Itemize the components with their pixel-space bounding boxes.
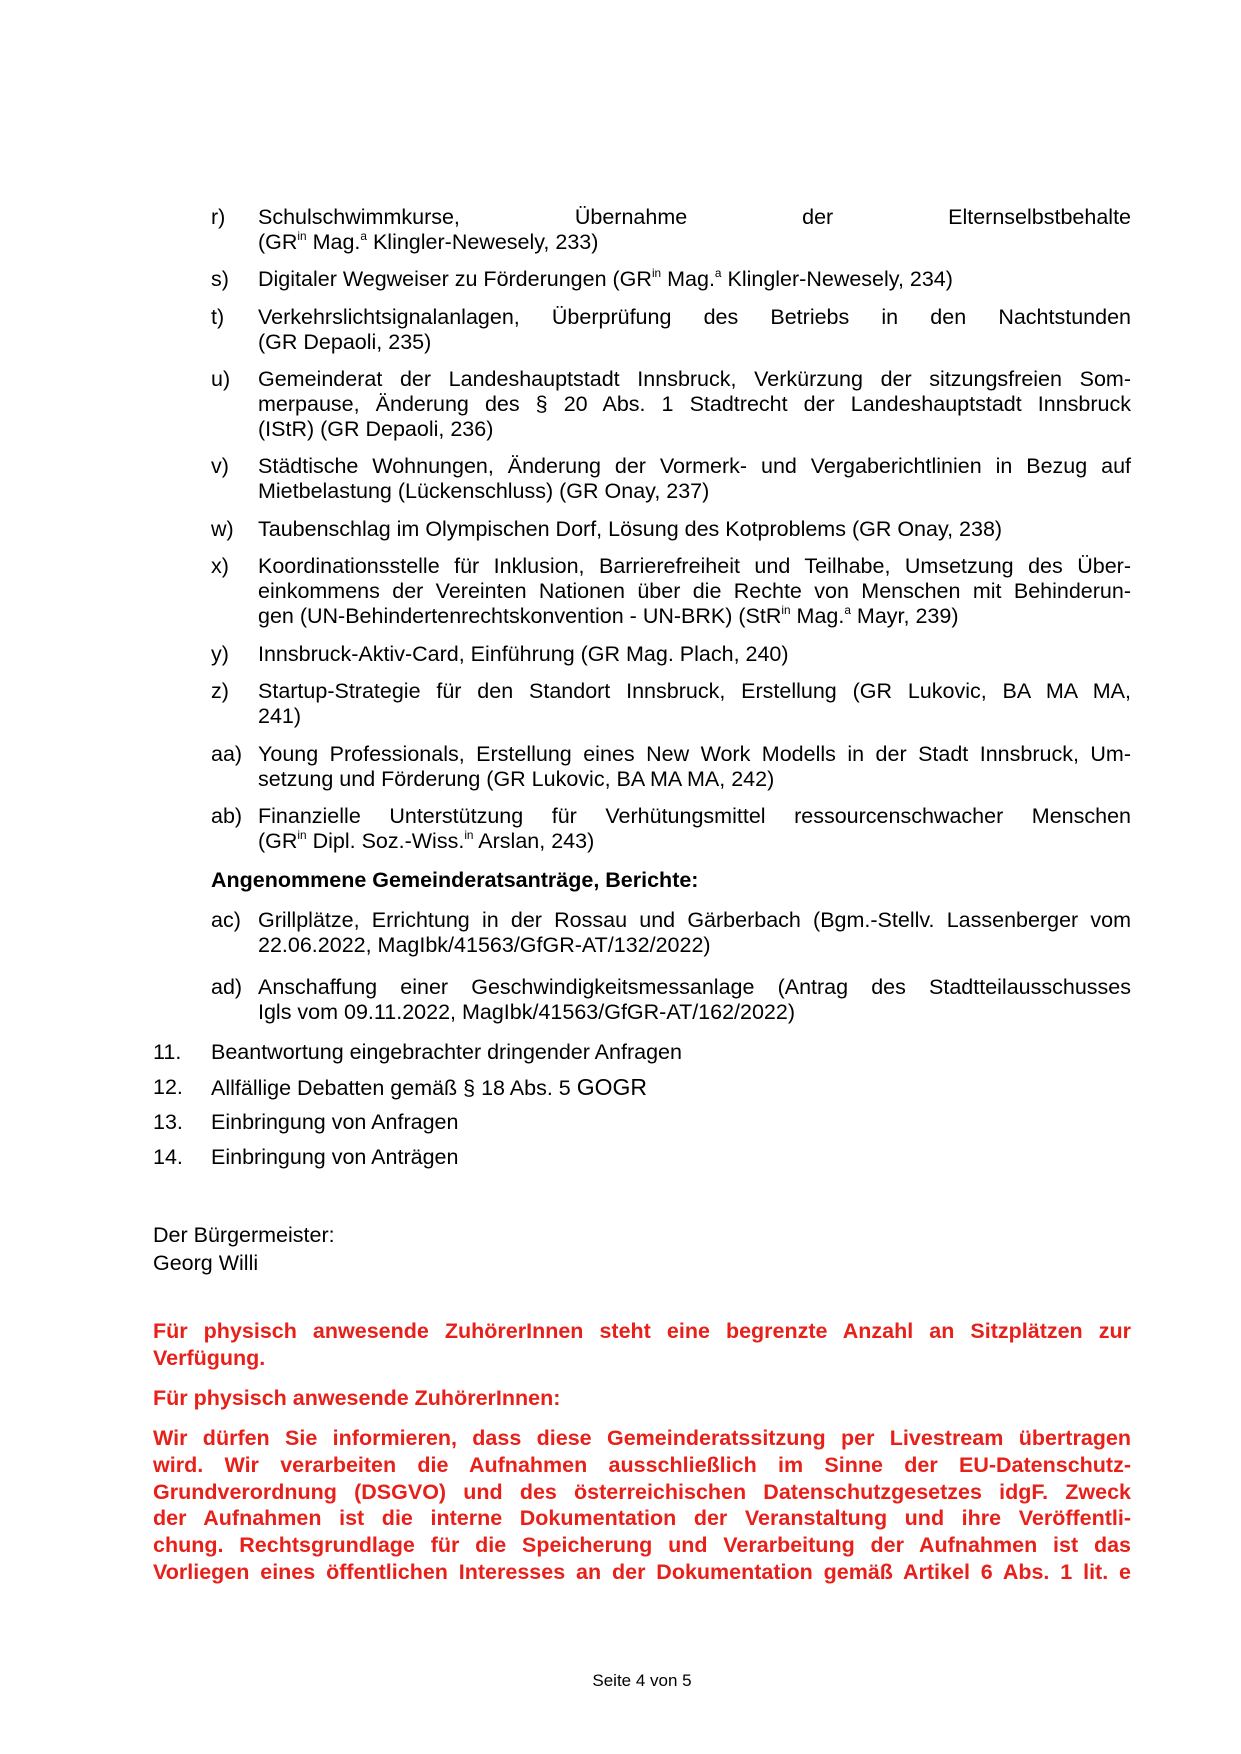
sub-item-line <box>258 305 1131 330</box>
text-run: Klingler-Newesely, 233) <box>366 230 599 254</box>
text-run: Mag. <box>790 604 845 628</box>
text-run: 241) <box>258 704 302 728</box>
text-run: Städtische Wohnungen, Änderung der Vormerk- und Vergaberichtlinien in Bezug auf <box>258 454 1131 478</box>
sub-item-line <box>258 975 1131 1000</box>
superscript: in <box>651 266 662 281</box>
main-item-text <box>211 1040 682 1065</box>
sub-item-label: s) <box>211 267 229 291</box>
notice-seating <box>153 1318 1131 1372</box>
sub-item-text <box>258 642 1131 667</box>
sub-item-text <box>258 517 1131 542</box>
section-heading: Angenommene Gemeinderatsanträge, Berichte: <box>211 868 699 892</box>
sub-item-label: ac) <box>211 908 241 932</box>
sub-item-line <box>258 392 1131 417</box>
text-run: Grillplätze, Errichtung in der Rossau und Gärberbach (Bgm.-Stellv. Lassenberger vom <box>258 908 1131 932</box>
notice-line: Für physisch anwesende ZuhörerInnen steht eine begrenzte Anzahl an Sitzplätzen zur <box>153 1319 1131 1343</box>
sub-item-line <box>258 230 1131 255</box>
sub-item-line <box>258 604 1131 629</box>
signature-role: Der Bürgermeister: <box>153 1223 335 1247</box>
superscript: in <box>464 828 474 843</box>
sub-item-text <box>258 742 1131 792</box>
sub-item-text <box>258 367 1131 442</box>
notice-line: Verfügung. <box>153 1345 266 1370</box>
text-run: Einbringung von Anträgen <box>211 1145 459 1169</box>
text-run: Igls vom 09.11.2022, MagIbk/41563/GfGR-AT/162/2022) <box>258 1000 796 1024</box>
superscript: in <box>297 828 307 843</box>
notice-line: chung. Rechtsgrundlage für die Speicherung und Verarbeitung der Aufnahmen ist das <box>153 1533 1131 1558</box>
text-run: Gemeinderat der Landeshauptstadt Innsbruck, Verkürzung der sitzungsfreien Som- <box>258 367 1131 391</box>
text-run: Digitaler Wegweiser zu Förderungen (GR <box>258 267 652 291</box>
main-item-text <box>211 1110 458 1135</box>
notice-line: der Aufnahmen ist die interne Dokumentation der Veranstaltung und ihre Veröffentli- <box>153 1506 1131 1531</box>
sub-item-text <box>258 454 1131 504</box>
text-run: merpause, Änderung des § 20 Abs. 1 Stadtrecht der Landeshauptstadt Innsbruck <box>258 392 1131 416</box>
notice-line: Wir dürfen Sie informieren, dass diese Gemeinderatssitzung per Livestream übertragen <box>153 1426 1131 1450</box>
text-run: (IStR) (GR Depaoli, 236) <box>258 417 494 441</box>
text-run: Mag. <box>661 267 715 291</box>
sub-item-text <box>258 205 1131 255</box>
notice-line: wird. Wir verarbeiten die Aufnahmen ausschließlich im Sinne der EU-Datenschutz- <box>153 1452 1131 1477</box>
sub-item-label: aa) <box>211 742 243 766</box>
text-run: Beantwortung eingebrachter dringender Anfragen <box>211 1040 682 1064</box>
main-item-number: 14. <box>153 1145 183 1169</box>
main-item-number: 13. <box>153 1110 183 1134</box>
sub-item-label: r) <box>211 205 226 229</box>
sub-item-line <box>258 829 1131 854</box>
sub-item-line <box>258 517 1131 542</box>
sub-item-line <box>258 579 1131 604</box>
sub-item-line <box>258 804 1131 829</box>
sub-item-label: y) <box>211 642 229 666</box>
sub-item-text <box>258 975 1131 1025</box>
text-run: GOGR <box>576 1074 648 1100</box>
sub-item-label: u) <box>211 367 231 391</box>
text-run: Koordinationsstelle für Inklusion, Barrierefreiheit und Teilhabe, Umsetzung des Über- <box>258 554 1131 578</box>
text-run: Schulschwimmkurse, Übernahme der Elternselbstbehalte <box>258 205 1131 229</box>
sub-item-line <box>258 767 1131 792</box>
text-run: Anschaffung einer Geschwindigkeitsmessanlage (Antrag des Stadtteilausschusses <box>258 975 1131 999</box>
text-run: Verkehrslichtsignalanlagen, Überprüfung des Betriebs in den Nachtstunden <box>258 305 1131 329</box>
sub-item-line <box>258 267 1131 292</box>
text-run: Mietbelastung (Lückenschluss) (GR Onay, 237) <box>258 479 710 503</box>
sub-item-text <box>258 554 1131 629</box>
text-run: (GR <box>258 230 298 254</box>
text-run: Mayr, 239) <box>850 604 959 628</box>
text-run: Taubenschlag im Olympischen Dorf, Lösung des Kotproblems (GR Onay, 238) <box>258 517 1003 541</box>
sub-item-label: w) <box>211 517 234 541</box>
sub-item-line <box>258 205 1131 230</box>
page-number: Seite 4 von 5 <box>592 1671 692 1690</box>
sub-item-line <box>258 642 1131 667</box>
sub-item-label: t) <box>211 305 225 329</box>
sub-item-text <box>258 305 1131 355</box>
text-run: 22.06.2022, MagIbk/41563/GfGR-AT/132/2022) <box>258 933 711 957</box>
text-run: (GR <box>258 829 298 853</box>
text-run: Finanzielle Unterstützung für Verhütungsmittel ressourcenschwacher Menschen <box>258 804 1131 828</box>
text-run: Arslan, 243) <box>473 829 595 853</box>
superscript: in <box>781 603 791 618</box>
notice-audience-heading: Für physisch anwesende ZuhörerInnen: <box>153 1386 561 1410</box>
sub-item-line <box>258 933 1131 958</box>
text-run: Dipl. Soz.-Wiss. <box>306 829 465 853</box>
sub-item-line <box>258 554 1131 579</box>
notice-livestream <box>153 1425 1131 1586</box>
sub-item-label: z) <box>211 679 229 703</box>
sub-item-line <box>258 679 1131 704</box>
text-run: gen (UN-Behindertenrechtskonvention - UN-BRK) (StR <box>258 604 782 628</box>
superscript: in <box>297 229 307 244</box>
sub-item-label: x) <box>211 554 229 578</box>
sub-item-line <box>258 454 1131 479</box>
superscript: a <box>714 266 722 281</box>
sub-item-line <box>258 367 1131 392</box>
text-run: Klingler-Newesely, 234) <box>721 267 953 291</box>
sub-item-text <box>258 679 1131 729</box>
notice-line: Vorliegen eines öffentlichen Interesses an der Dokumentation gemäß Artikel 6 Abs. 1 lit. e <box>153 1559 1131 1584</box>
text-run: (GR Depaoli, 235) <box>258 330 432 354</box>
main-item-number: 12. <box>153 1075 183 1099</box>
notice-line: Grundverordnung (DSGVO) und des österreichischen Datenschutzgesetzes idgF. Zweck <box>153 1479 1131 1504</box>
text-run: Allfällige Debatten gemäß § 18 Abs. 5 <box>211 1076 577 1100</box>
sub-item-text <box>258 267 1131 292</box>
sub-item-line <box>258 479 1131 504</box>
text-run: setzung und Förderung (GR Lukovic, BA MA MA, 242) <box>258 767 775 791</box>
text-run: Startup-Strategie für den Standort Innsbruck, Erstellung (GR Lukovic, BA MA MA, <box>258 679 1131 703</box>
main-item-text <box>211 1145 458 1170</box>
sub-item-line <box>258 908 1131 933</box>
sub-item-line <box>258 330 1131 355</box>
superscript: a <box>844 603 851 618</box>
signature-name: Georg Willi <box>153 1251 259 1275</box>
text-run: Young Professionals, Erstellung eines New Work Modells in der Stadt Innsbruck, Um- <box>258 742 1131 766</box>
text-run: Einbringung von Anfragen <box>211 1110 459 1134</box>
sub-item-line <box>258 417 1131 442</box>
sub-item-label: ad) <box>211 975 243 999</box>
signature-block <box>153 1221 335 1277</box>
text-run: Innsbruck-Aktiv-Card, Einführung (GR Mag. Plach, 240) <box>258 642 789 666</box>
text-run: Mag. <box>306 230 361 254</box>
superscript: a <box>360 229 367 244</box>
sub-item-line <box>258 742 1131 767</box>
main-item-text <box>211 1075 647 1101</box>
sub-item-label: ab) <box>211 804 243 828</box>
text-run: einkommens der Vereinten Nationen über die Rechte von Menschen mit Behinderun- <box>258 579 1131 603</box>
sub-item-label: v) <box>211 454 229 478</box>
sub-item-line <box>258 1000 1131 1025</box>
main-item-number: 11. <box>153 1040 182 1064</box>
sub-item-text <box>258 908 1131 958</box>
sub-item-line <box>258 704 1131 729</box>
sub-item-text <box>258 804 1131 854</box>
